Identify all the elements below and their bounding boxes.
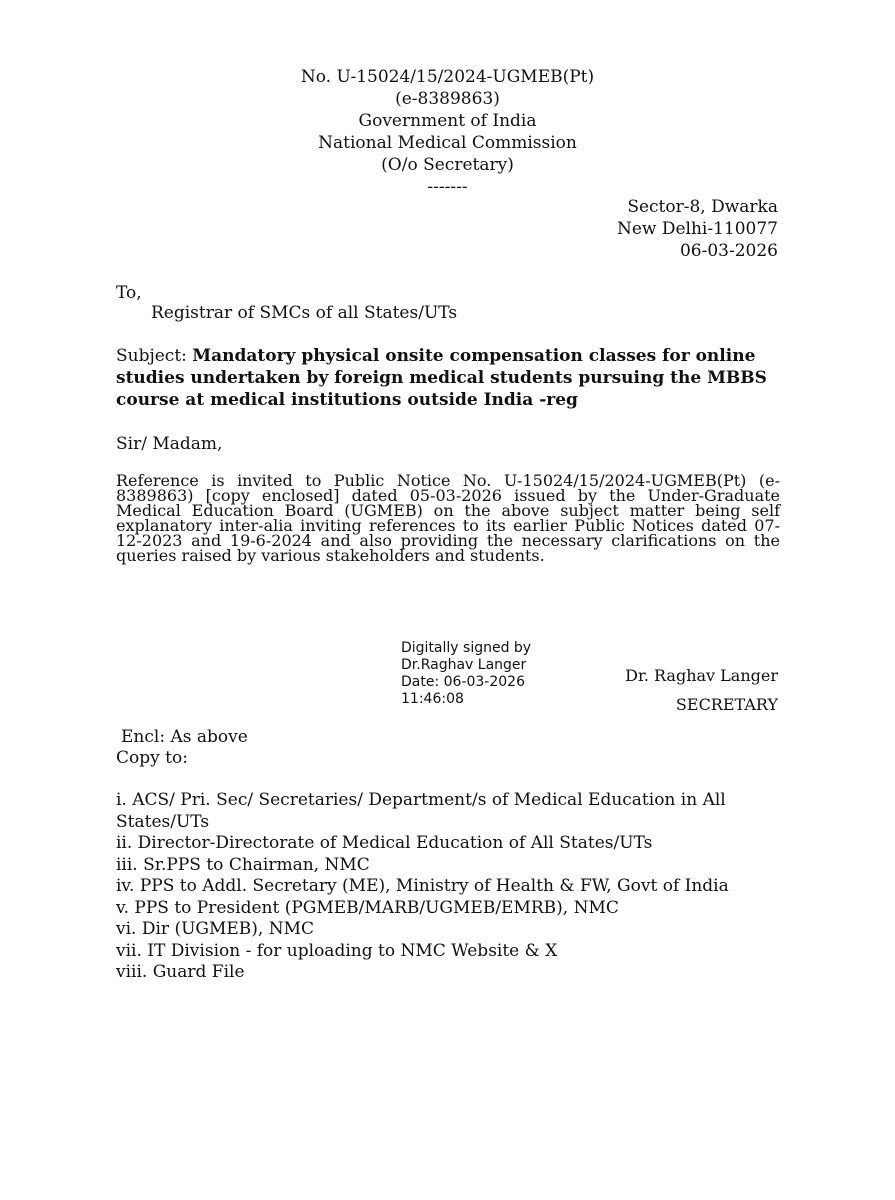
commission-name: National Medical Commission	[318, 133, 577, 153]
government-name: Government of India	[358, 111, 537, 131]
office-name: (O/o Secretary)	[381, 155, 514, 175]
reference-number: No. U-15024/15/2024-UGMEB(Pt)	[300, 67, 595, 87]
digital-signature-line-3: Date: 06-03-2026	[401, 674, 525, 690]
recipient: Registrar of SMCs of all States/UTs	[151, 303, 458, 323]
list-item: iii. Sr.PPS to Chairman, NMC	[116, 854, 370, 875]
letter-date: 06-03-2026	[679, 241, 778, 261]
address-line-2: New Delhi-110077	[616, 219, 778, 239]
list-item: ii. Director-Directorate of Medical Education of All States/UTs	[116, 833, 653, 853]
list-item: vi. Dir (UGMEB), NMC	[116, 919, 315, 939]
list-item: v. PPS to President (PGMEB/MARB/UGMEB/EMRB), NMC	[116, 897, 619, 918]
salutation: Sir/ Madam,	[116, 434, 223, 454]
digital-signature-line-2: Dr.Raghav Langer	[401, 657, 527, 673]
digital-signature-line-4: 11:46:08	[401, 691, 464, 707]
list-item: i. ACS/ Pri. Sec/ Secretaries/ Department/s of Medical Education in All States/UTs	[116, 790, 726, 832]
signer-title: SECRETARY	[675, 695, 778, 714]
digital-signature-line-1: Digitally signed by	[401, 640, 532, 656]
e-file-number: (e-8389863)	[395, 89, 500, 109]
subject-label: Subject:	[116, 346, 187, 366]
copy-to-list	[116, 790, 786, 984]
sender-address	[617, 196, 778, 262]
letter-heading	[0, 66, 895, 198]
list-item: vii. IT Division - for uploading to NMC Website & X	[116, 940, 558, 961]
list-item: iv. PPS to Addl. Secretary (ME), Ministry of Health & FW, Govt of India	[116, 876, 729, 896]
body-paragraph: Reference is invited to Public Notice No. U-15024/15/2024-UGMEB(Pt) (e-8389863) [copy enclosed] dated 05-03-2026 issued by the Under-Graduate Medical Education Board (UGMEB) on the above subject matter being self explanatory inter-alia inviting references to its earlier Public Notices dated 07-12-2023 and 19-6-2024 and also providing the necessary clarifications on the queries raised by various stakeholders and students.	[116, 471, 780, 565]
address-line-1: Sector-8, Dwarka	[627, 197, 778, 217]
heading-separator: -------	[427, 177, 468, 197]
to-label: To,	[116, 283, 142, 303]
digital-signature-block	[401, 640, 531, 708]
subject-line	[116, 345, 786, 411]
copy-to-label: Copy to:	[116, 748, 188, 768]
enclosure-note: Encl: As above	[121, 727, 248, 747]
list-item: viii. Guard File	[116, 962, 245, 982]
signer-name: Dr. Raghav Langer	[625, 666, 778, 685]
subject-text: Mandatory physical onsite compensation classes for online studies undertaken by foreign medical students pursuing the MBBS course at medical institutions outside India -reg	[116, 346, 767, 410]
